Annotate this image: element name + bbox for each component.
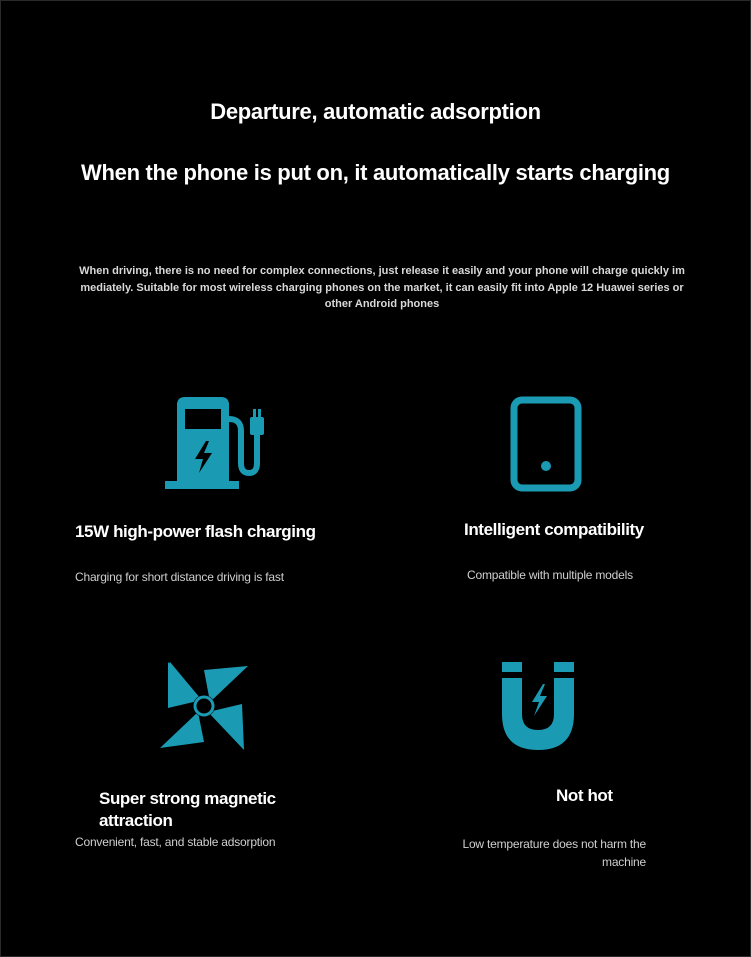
feature-title-not-hot: Not hot [556, 786, 613, 805]
feature-desc-magnetic: Convenient, fast, and stable adsorption [75, 835, 276, 849]
page-subtitle: When the phone is put on, it automatically starts charging [81, 160, 670, 185]
intro-text: When driving, there is no need for complex connections, just release it easily and your phone will charge quickly immediately. Suitable for most wireless charging phones on the market, it can easily fit into Apple 12 Huawei series or other Android phones [79, 265, 685, 310]
feature-title-magnetic: Super strong magnetic attraction [99, 789, 276, 830]
feature-desc-not-hot: Low temperature does not harm the machine [462, 837, 646, 869]
phone-icon [510, 396, 582, 492]
pinwheel-icon [160, 662, 250, 750]
feature-desc-compatibility: Compatible with multiple models [467, 568, 633, 582]
feature-desc-flash-charging: Charging for short distance driving is fast [75, 570, 284, 584]
feature-title-compatibility: Intelligent compatibility [464, 520, 644, 539]
feature-title-flash-charging: 15W high-power flash charging [75, 522, 316, 541]
magnet-icon [500, 662, 576, 752]
charging-station-icon [165, 397, 269, 491]
page-title: Departure, automatic adsorption [210, 99, 541, 124]
